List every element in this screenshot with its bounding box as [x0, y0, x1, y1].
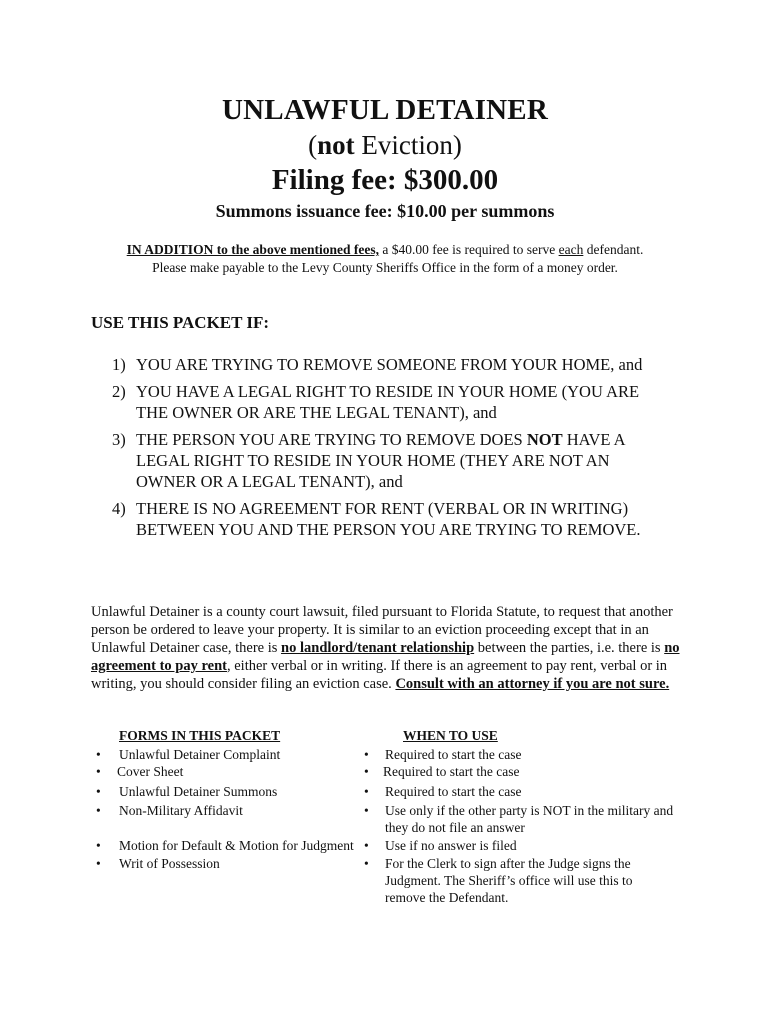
criteria-text-rest: HAVE A LEGAL RIGHT TO RESIDE IN YOUR HOME (THEY ARE NOT AN OWNER OR A LEGAL TENANT), and [136, 430, 625, 491]
service-fee-note [0, 241, 770, 259]
bullet: • [96, 803, 101, 818]
forms-column-header: FORMS IN THIS PACKET [119, 728, 281, 743]
bullet: • [96, 747, 101, 762]
when-to-use: Use if no answer is filed [385, 838, 517, 853]
bullet: • [364, 784, 369, 799]
para-text-2: between the parties, i.e. there is [474, 640, 665, 656]
bullet: • [96, 764, 101, 779]
criteria-text: THE PERSON YOU ARE TRYING TO REMOVE DOES [136, 430, 527, 449]
form-name: Unlawful Detainer Complaint [119, 747, 281, 762]
subtitle-open: ( [308, 130, 318, 160]
criteria-text: THERE IS NO AGREEMENT FOR RENT (VERBAL OR IN WRITING) BETWEEN YOU AND THE PERSON YOU ARE TRYING TO REMOVE. [136, 499, 641, 539]
bullet: • [364, 838, 369, 853]
when-to-use: Required to start the case [383, 764, 520, 779]
bullet: • [364, 764, 369, 779]
criteria-item [112, 354, 672, 375]
criteria-item [112, 429, 672, 492]
filing-fee: Filing fee: $300.00 [271, 164, 499, 196]
form-name: Motion for Default & Motion for Judgment [119, 838, 354, 853]
bullet: • [96, 784, 101, 799]
bullet: • [96, 856, 101, 871]
document-title: UNLAWFUL DETAINER [222, 94, 548, 126]
when-column-header: WHEN TO USE [403, 728, 498, 743]
fee-note-text-b: defendant. [583, 242, 644, 257]
criteria-text: YOU ARE TRYING TO REMOVE SOMEONE FROM YOUR HOME, and [136, 355, 643, 374]
payment-note: Please make payable to the Levy County Sheriffs Office in the form of a money order. [152, 260, 618, 275]
para-emphasis-attorney: Consult with an attorney if you are not sure. [395, 676, 670, 692]
criteria-text: YOU HAVE A LEGAL RIGHT TO RESIDE IN YOUR HOME (YOU ARE THE OWNER OR ARE THE LEGAL TENANT), and [136, 382, 640, 422]
fee-note-each: each [558, 242, 584, 257]
document-subtitle [0, 130, 770, 161]
criteria-number: 3) [112, 430, 126, 449]
criteria-number: 2) [112, 382, 126, 401]
use-packet-heading: USE THIS PACKET IF: [91, 313, 270, 332]
para-text-3: , either verbal or in writing. If there is an agreement to pay rent, verbal or in writing, you should consider filing an eviction case. [91, 658, 668, 692]
criteria-number: 4) [112, 499, 126, 518]
criteria-emphasis: NOT [526, 430, 563, 449]
summons-fee: Summons issuance fee: $10.00 per summons [215, 201, 555, 221]
when-to-use: Required to start the case [385, 747, 522, 762]
subtitle-rest: Eviction) [354, 130, 462, 160]
para-emphasis-relationship: no landlord/tenant relationship [281, 640, 475, 656]
para-text-1: Unlawful Detainer is a county court lawsuit, filed pursuant to Florida Statute, to request that another person be ordered to leave your property. It is similar to an eviction proceeding except that in an Unlawful Detainer case, there is [91, 604, 673, 656]
criteria-list [112, 354, 672, 546]
when-to-use: Required to start the case [385, 784, 522, 799]
form-name: Writ of Possession [119, 856, 220, 871]
para-emphasis-rent: no agreement to pay rent [91, 640, 680, 674]
form-name: Cover Sheet [117, 764, 184, 779]
bullet: • [96, 838, 101, 853]
form-name: Unlawful Detainer Summons [119, 784, 278, 799]
fee-note-emphasis: IN ADDITION to the above mentioned fees, [126, 242, 380, 257]
when-to-use: For the Clerk to sign after the Judge signs the Judgment. The Sheriff’s office will use this to remove the Defendant. [385, 856, 633, 905]
fee-note-text-a: a $40.00 fee is required to serve [379, 242, 559, 257]
criteria-number: 1) [112, 355, 126, 374]
subtitle-bold: not [317, 130, 355, 160]
explanation-paragraph [91, 603, 683, 693]
criteria-item [112, 381, 672, 423]
bullet: • [364, 803, 369, 818]
bullet: • [364, 747, 369, 762]
when-to-use: Use only if the other party is NOT in the military and they do not file an answer [385, 803, 674, 835]
criteria-item [112, 498, 672, 540]
bullet: • [364, 856, 369, 871]
form-name: Non-Military Affidavit [119, 803, 243, 818]
